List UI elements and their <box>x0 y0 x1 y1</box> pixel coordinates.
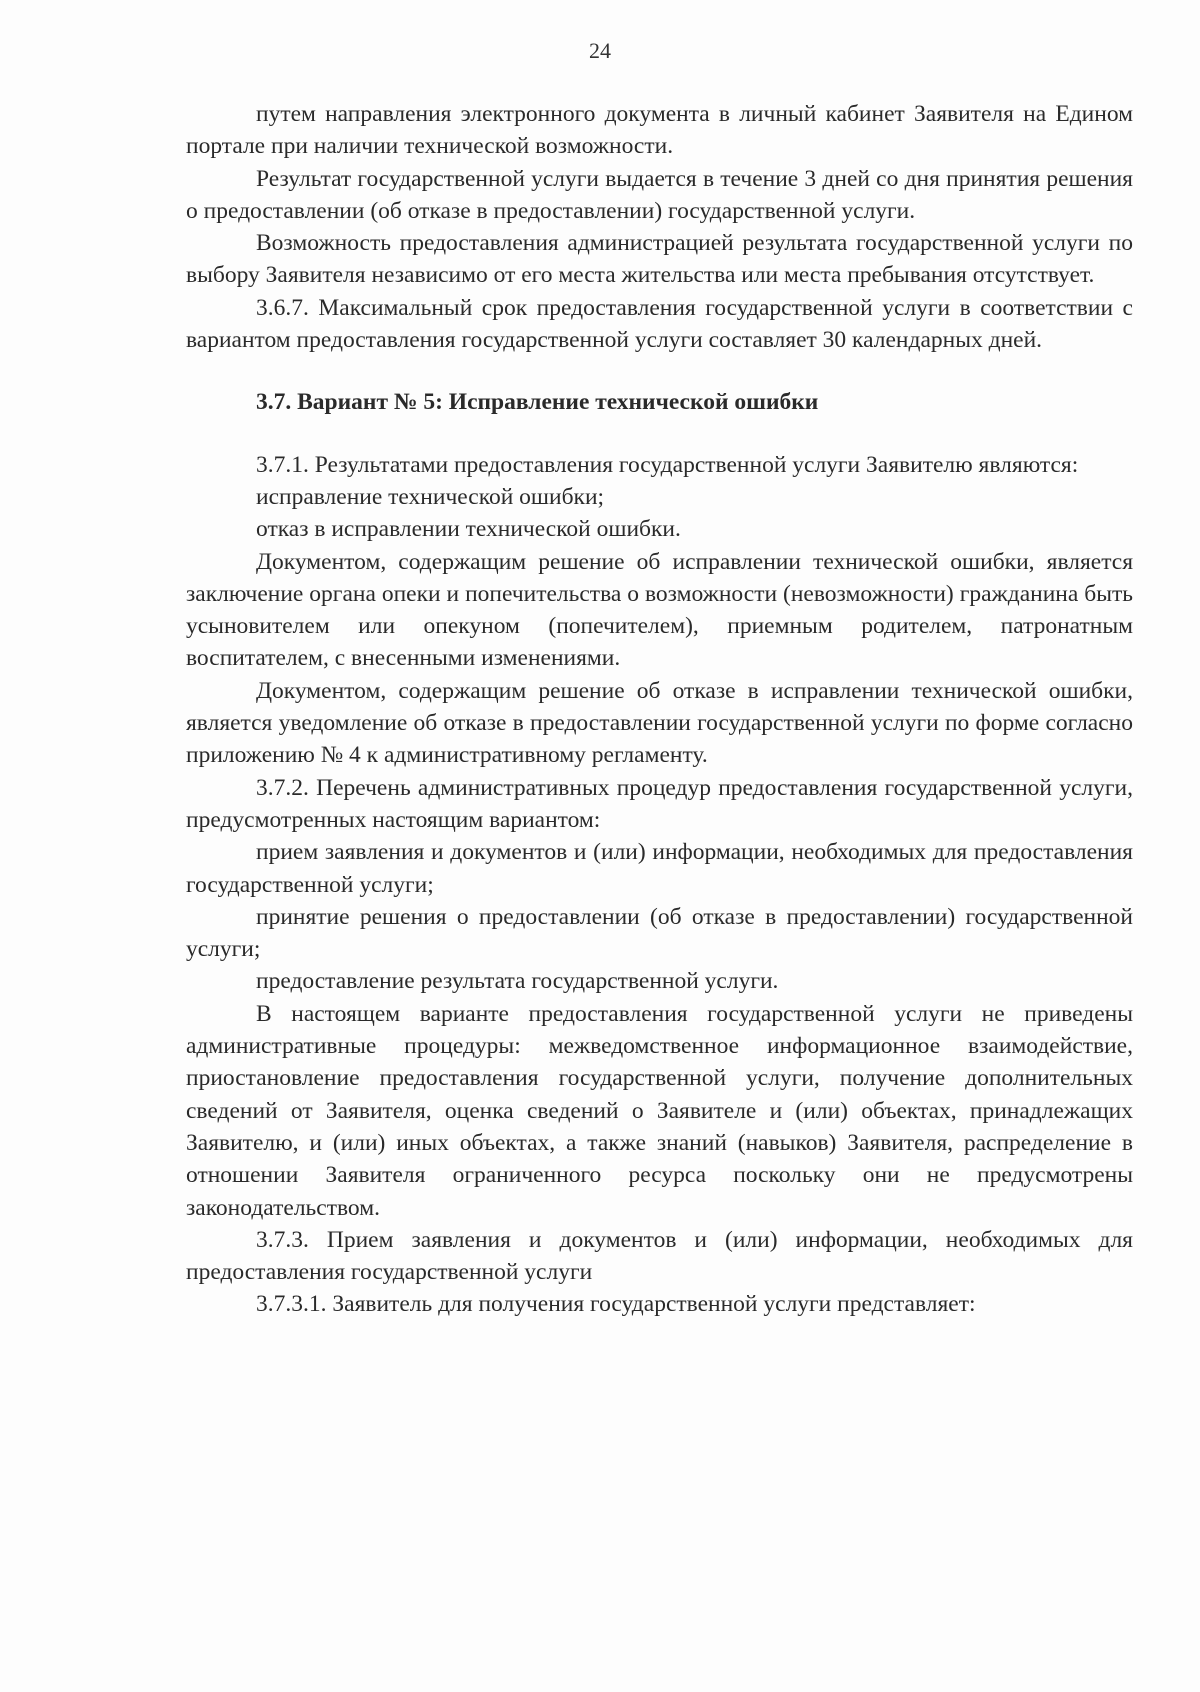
paragraph: 3.7.2. Перечень административных процедур предоставления государственной услуги, предусмотренных настоящим вариантом: <box>186 774 1133 833</box>
paragraph: 3.7.1. Результатами предоставления государственной услуги Заявителю являются: <box>256 451 1079 478</box>
list-item: отказ в исправлении технической ошибки. <box>256 516 681 543</box>
paragraph: 3.7.3.1. Заявитель для получения государственной услуги представляет: <box>256 1291 976 1318</box>
paragraph: В настоящем варианте предоставления государственной услуги не приведены административные процедуры: межведомственное информационное взаимодействие, приостановление предоставления государственной услуги, получение дополнительных сведений от Заявителя, оценка сведений о Заявителе и (или) объектах, принадлежащих Заявителю, и (или) иных объектах, а также знаний (навыков) Заявителя, распределение в отношении Заявителя ограниченного ресурса поскольку они не предусмотрены законодательством. <box>186 1000 1133 1221</box>
paragraph: Документом, содержащим решение об отказе в исправлении технической ошибки, является уведомление об отказе в предоставлении государственной услуги по форме согласно приложению № 4 к административному регламенту. <box>186 677 1133 769</box>
document-body <box>186 98 1133 1321</box>
paragraph: Результат государственной услуги выдается в течение 3 дней со дня принятия решения о предоставлении (об отказе в предоставлении) государственной услуги. <box>186 165 1133 224</box>
paragraph: 3.6.7. Максимальный срок предоставления государственной услуги в соответствии с вариантом предоставления государственной услуги составляет 30 календарных дней. <box>186 294 1133 354</box>
list-item: исправление технической ошибки; <box>256 483 605 510</box>
paragraph: путем направления электронного документа в личный кабинет Заявителя на Едином портале при наличии технической возможности. <box>186 101 1133 160</box>
paragraph: Возможность предоставления администрацией результата государственной услуги по выбору Заявителя независимо от его места жительства или места пребывания отсутствует. <box>186 230 1133 289</box>
paragraph: Документом, содержащим решение об исправлении технической ошибки, является заключение органа опеки и попечительства о возможности (невозможности) гражданина быть усыновителем или опекуном (попечителем), приемным родителем, патронатным воспитателем, с внесенными изменениями. <box>186 548 1133 672</box>
list-item: принятие решения о предоставлении (об отказе в предоставлении) государственной услуги; <box>186 903 1133 963</box>
paragraph: 3.7.3. Прием заявления и документов и (или) информации, необходимых для предоставления государственной услуги <box>186 1226 1133 1286</box>
list-item: прием заявления и документов и (или) информации, необходимых для предоставления государственной услуги; <box>186 839 1133 898</box>
page-number: 24 <box>589 38 611 63</box>
list-item: предоставление результата государственной услуги. <box>256 968 779 995</box>
section-heading: 3.7. Вариант № 5: Исправление технической ошибки <box>256 389 819 416</box>
